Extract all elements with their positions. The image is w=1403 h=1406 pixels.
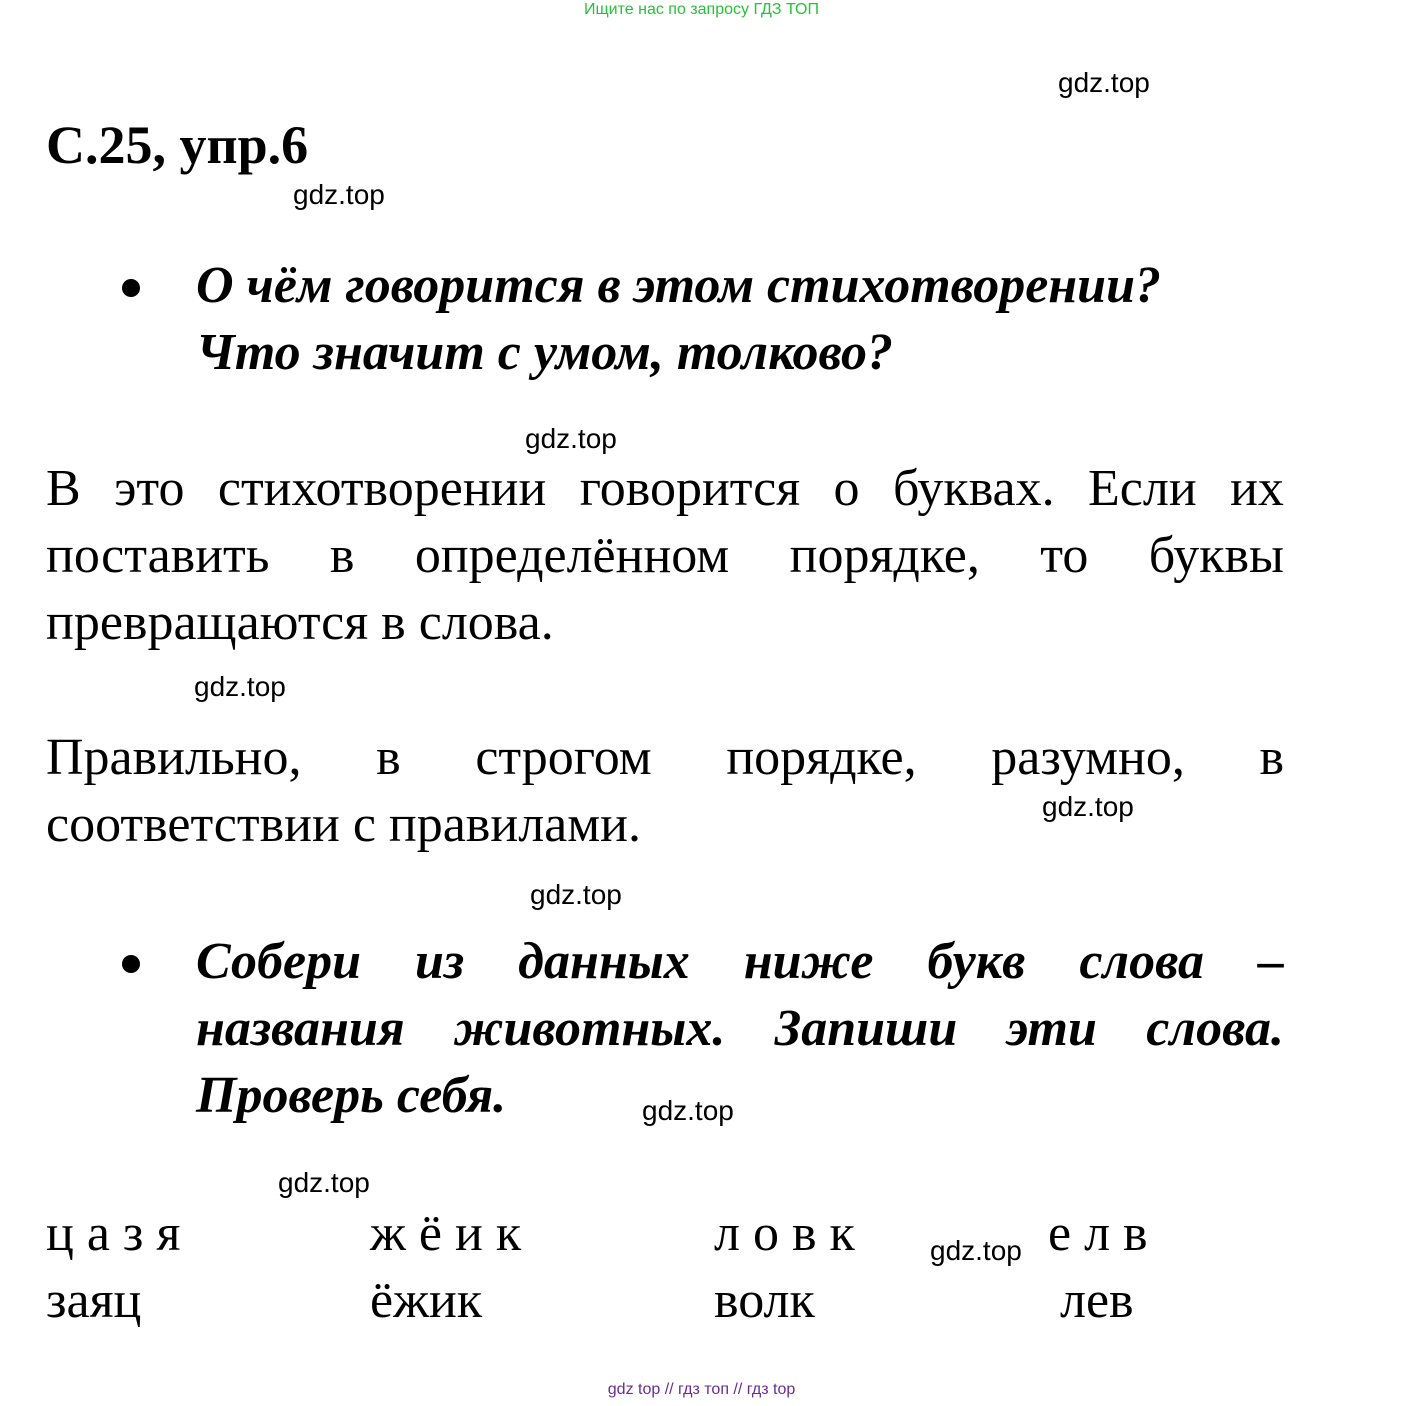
answer-2 <box>46 724 1284 858</box>
answer-1 <box>46 455 1284 656</box>
word: порядке, <box>789 527 980 584</box>
exercise-title: С.25, упр.6 <box>46 115 309 175</box>
word: порядке, <box>726 729 917 786</box>
question-1-line: О чём говорится в этом стихотворении? <box>196 257 1161 314</box>
scrambled-letters: ж ё и к <box>370 1205 522 1262</box>
watermark: gdz.top <box>930 1235 1022 1266</box>
answer-1-line-3: превращаются в слова. <box>46 594 554 651</box>
question-2-line-2 <box>196 995 1284 1062</box>
word: разумно, <box>991 729 1185 786</box>
watermark: gdz.top <box>525 423 617 454</box>
question-1 <box>196 252 1284 386</box>
word: говорится <box>579 460 801 517</box>
word: это <box>114 460 185 517</box>
word: ниже <box>743 933 874 990</box>
question-2-line-3: Проверь себя. <box>196 1067 507 1124</box>
watermark: gdz.top <box>1042 791 1134 822</box>
watermark: gdz.top <box>1058 67 1150 98</box>
question-1-line: Что значит с умом, толково? <box>196 324 893 381</box>
word: поставить <box>46 527 270 584</box>
watermark: gdz.top <box>194 671 286 702</box>
answer-1-line-1 <box>46 455 1284 522</box>
scrambled-letters: е л в <box>1048 1205 1148 1262</box>
scrambled-letters: ц а з я <box>46 1205 181 1262</box>
animal-answer: волк <box>714 1272 815 1329</box>
word: эти <box>1006 1000 1097 1057</box>
word: слова <box>1079 933 1204 990</box>
word: Если <box>1088 460 1197 517</box>
question-2-line-1 <box>196 928 1284 995</box>
word: из <box>414 933 465 990</box>
word: в <box>376 729 401 786</box>
scrambled-letters: л о в к <box>714 1205 855 1262</box>
word: названия <box>196 1000 405 1057</box>
bullet-icon <box>122 279 140 297</box>
animal-answer: лев <box>1060 1272 1134 1329</box>
word: буквах. <box>892 460 1055 517</box>
word: Запиши <box>774 1000 958 1057</box>
word: строгом <box>475 729 652 786</box>
watermark: gdz.top <box>530 879 622 910</box>
word: – <box>1257 933 1284 990</box>
watermark: gdz.top <box>642 1095 734 1126</box>
word: стихотворении <box>217 460 547 517</box>
word: в <box>1259 729 1284 786</box>
watermark: gdz.top <box>293 179 385 210</box>
answer-2-line-2: соответствии с правилами. <box>46 796 641 853</box>
word: букв <box>927 933 1026 990</box>
answer-2-line-1 <box>46 724 1284 791</box>
word: о <box>833 460 860 517</box>
word: то <box>1040 527 1089 584</box>
word: определённом <box>414 527 730 584</box>
word: их <box>1230 460 1284 517</box>
footer-links: gdz top // гдз топ // гдз top <box>607 1381 796 1398</box>
word: слова. <box>1146 1000 1284 1057</box>
search-banner: Ищите нас по запросу ГДЗ ТОП <box>584 1 819 18</box>
watermark: gdz.top <box>278 1167 370 1198</box>
animal-answer: заяц <box>46 1272 142 1329</box>
word: В <box>46 460 81 517</box>
animal-answer: ёжик <box>370 1272 483 1329</box>
answer-1-line-2 <box>46 522 1284 589</box>
word: буквы <box>1148 527 1284 584</box>
bullet-icon <box>122 955 140 973</box>
word: Правильно, <box>46 729 302 786</box>
question-2 <box>196 928 1284 1129</box>
word: в <box>329 527 355 584</box>
word: животных. <box>453 1000 726 1057</box>
word: данных <box>518 933 690 990</box>
word: Собери <box>196 933 361 990</box>
